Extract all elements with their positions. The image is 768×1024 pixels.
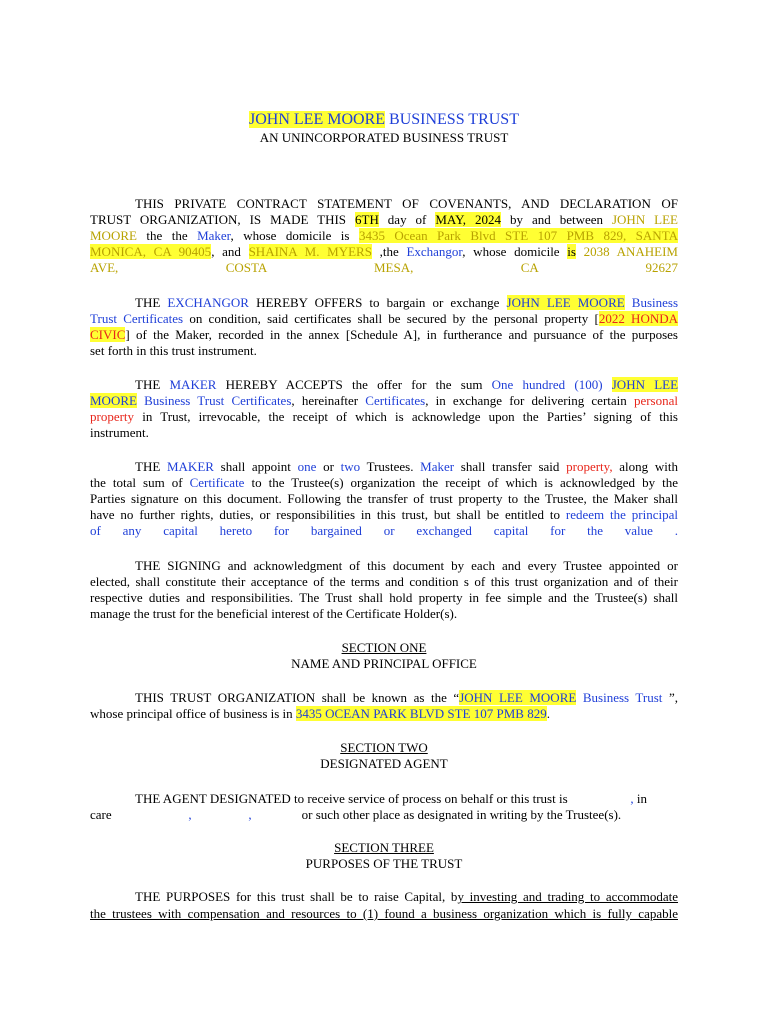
exchangor-role: Exchangor: [406, 244, 463, 259]
s2-line-1: THE AGENT DESIGNATED to receive service of process on behalf or this trust is , in: [135, 791, 648, 806]
p1-line-5: AVE, COSTA MESA, CA 92627: [90, 260, 679, 275]
s2-line-2: care , , or such other place as designated in writing by the Trustee(s).: [90, 807, 622, 822]
p3-line-4: instrument.: [90, 425, 149, 440]
maker-address: 3435 Ocean Park Blvd STE 107 PMB 829, SANTA: [358, 228, 678, 243]
p1-line-4: MONICA, CA 90405, and SHAINA M. MYERS ,the Exchangor, whose domicile is 2038 ANAHEIM: [90, 244, 678, 259]
section-three-heading: SECTION THREE: [334, 840, 434, 855]
document-subtitle: AN UNINCORPORATED BUSINESS TRUST: [259, 130, 509, 145]
s1-line-1: THIS TRUST ORGANIZATION shall be known as the “JOHN LEE MOORE Business Trust ”,: [135, 690, 678, 705]
certificate-sum: One hundred (100): [491, 377, 603, 392]
contract-day: 6TH: [355, 212, 379, 227]
s3-line-2: the trustees with compensation and resources to (1) found a business organization which is fully capable: [90, 906, 678, 921]
p4-line-2: the total sum of Certificate to the Trustee(s) organization the receipt of which is acknowledged by the: [90, 475, 678, 490]
p2-line-3: CIVIC] of the Maker, recorded in the annex [Schedule A], in furtherance and pursuance of the purposes: [90, 327, 678, 342]
section-two-heading: SECTION TWO: [340, 740, 428, 755]
trust-name-suffix: BUSINESS TRUST: [385, 111, 519, 128]
p4-line-5: of any capital hereto for bargained or exchanged capital for the value .: [90, 523, 678, 538]
section-three-title: PURPOSES OF THE TRUST: [305, 856, 463, 871]
p5-line-4: manage the trust for the beneficial interest of the Certificate Holder(s).: [90, 606, 458, 621]
p1-line-2: TRUST ORGANIZATION, IS MADE THIS 6TH day of MAY, 2024 by and between JOHN LEE: [90, 212, 678, 227]
section-one-heading: SECTION ONE: [341, 640, 427, 655]
maker-name: JOHN LEE: [611, 212, 678, 227]
collateral-property: 2022 HONDA: [598, 311, 679, 326]
p5-line-1: THE SIGNING and acknowledgment of this document by each and every Trustee appointed or: [135, 558, 678, 573]
p4-line-4: have no further rights, duties, or responsibilities in this trust, but shall be entitled to redeem the principal: [90, 507, 678, 522]
p5-line-3: respective duties and responsibilities. The Trust shall hold property in fee simple and the Trustee(s) shall: [90, 590, 678, 605]
p3-line-2: MOORE Business Trust Certificates, hereinafter Certificates, in exchange for delivering certain personal: [90, 393, 678, 408]
trust-name: JOHN LEE MOORE: [249, 111, 386, 128]
section-two-title: DESIGNATED AGENT: [320, 756, 448, 771]
s3-line-1: THE PURPOSES for this trust shall be to raise Capital, by investing and trading to accommodate: [135, 889, 679, 904]
section-one-title: NAME AND PRINCIPAL OFFICE: [291, 656, 477, 671]
document-title: [90, 111, 678, 129]
p4-line-1: THE MAKER shall appoint one or two Trustees. Maker shall transfer said property, along with: [135, 459, 678, 474]
p3-line-1: THE MAKER HEREBY ACCEPTS the offer for the sum One hundred (100) JOHN LEE: [135, 377, 679, 392]
p1-line-1: THIS PRIVATE CONTRACT STATEMENT OF COVENANTS, AND DECLARATION OF: [135, 196, 678, 211]
p4-line-3: Parties signature on this document. Following the transfer of trust property to the Trustee, the Maker shall: [90, 491, 678, 506]
maker-role: Maker: [197, 228, 231, 243]
exchangor-address: 2038 ANAHEIM: [583, 244, 678, 259]
s1-line-2: whose principal office of business is in 3435 OCEAN PARK BLVD STE 107 PMB 829.: [90, 706, 550, 721]
p2-line-4: set forth in this trust instrument.: [90, 343, 257, 358]
p5-line-2: elected, shall constitute their acceptance of the terms and condition s of this trust organization and of their: [90, 574, 678, 589]
principal-office-address: 3435 OCEAN PARK BLVD STE 107 PMB 829: [295, 706, 547, 721]
exchangor-name: SHAINA M. MYERS: [248, 244, 372, 259]
contract-month: MAY, 2024: [435, 212, 502, 227]
p2-line-1: THE EXCHANGOR HEREBY OFFERS to bargain or exchange JOHN LEE MOORE Business: [135, 295, 678, 310]
p3-line-3: property in Trust, irrevocable, the receipt of which is acknowledge upon the Parties’ signing of this: [90, 409, 678, 424]
p2-line-2: Trust Certificates on condition, said certificates shall be secured by the personal property [2022 HONDA: [90, 311, 679, 326]
p1-line-3: MOORE the the Maker, whose domicile is 3435 Ocean Park Blvd STE 107 PMB 829, SANTA: [90, 228, 678, 243]
